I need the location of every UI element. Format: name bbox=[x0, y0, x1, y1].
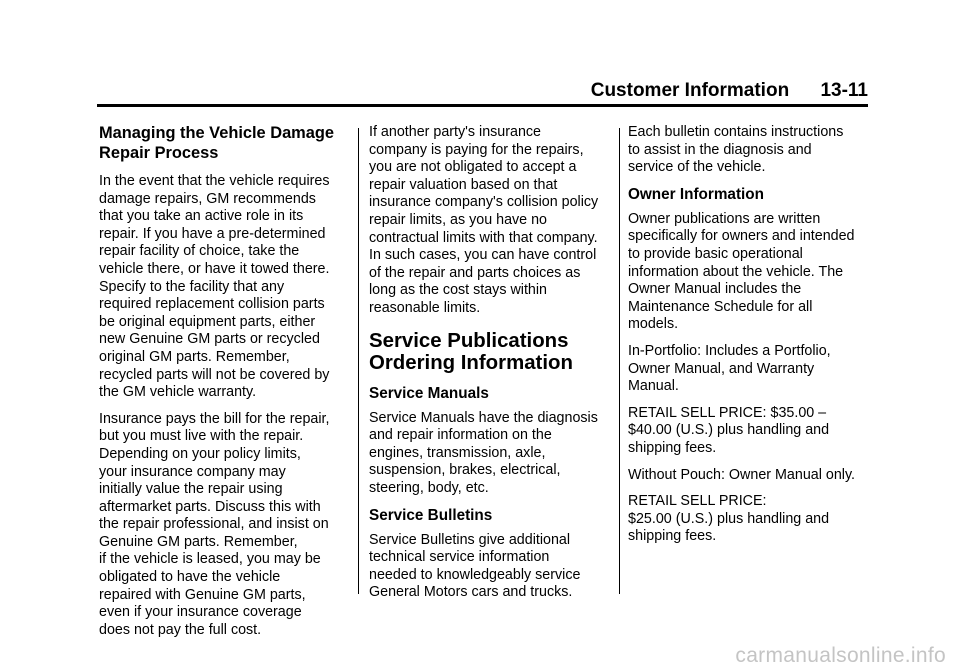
heading-managing-repair bbox=[99, 124, 345, 163]
header-rule bbox=[97, 104, 868, 107]
column-middle bbox=[369, 124, 615, 611]
paragraph: In the event that the vehicle requires damage repairs, GM recommends that you take an active role in its repair. If you have a pre-determined repair facility of choice, take the vehicle there, or have it towed there. Specify to the facility that any required replacement collision parts be original equipment parts, either new Genuine GM parts or recycled original GM parts. Remember, recycled parts will not be covered by the GM vehicle warranty. bbox=[99, 173, 330, 401]
heading-service-bulletins: Service Bulletins bbox=[369, 506, 493, 524]
paragraph: Without Pouch: Owner Manual only. bbox=[628, 466, 856, 483]
heading-service-manuals: Service Manuals bbox=[369, 384, 489, 402]
paragraph: RETAIL SELL PRICE: $25.00 (U.S.) plus handling and shipping fees. bbox=[628, 493, 830, 545]
paragraph: Service Manuals have the diagnosis and repair information on the engines, transmission, axle, suspension, brakes, electrical, steering, body, etc. bbox=[369, 409, 598, 496]
heading-line: Service Publications bbox=[369, 329, 569, 352]
watermark: carmanualsonline.info bbox=[735, 644, 946, 667]
page-number: 13-11 bbox=[820, 80, 868, 101]
column-divider bbox=[619, 128, 620, 594]
paragraph: If another party's insurance company is paying for the repairs, you are not obligated to accept a repair valuation based on that insurance company's collision policy repair limits, as you have no contractual limits with that company. In such cases, you can have control of the repair and parts choices as long as the cost stays within reasonable limits. bbox=[369, 124, 599, 316]
paragraph: Owner publications are written specifically for owners and intended to provide basic operational information about the vehicle. The Owner Manual includes the Maintenance Schedule for all models. bbox=[628, 210, 855, 333]
column-divider bbox=[358, 128, 359, 594]
paragraph: Each bulletin contains instructions to assist in the diagnosis and service of the vehicle. bbox=[628, 124, 844, 176]
heading-line: Repair Process bbox=[99, 143, 219, 162]
heading-owner-information: Owner Information bbox=[628, 185, 764, 203]
column-left bbox=[99, 124, 345, 648]
paragraph: In-Portfolio: Includes a Portfolio, Owner Manual, and Warranty Manual. bbox=[628, 342, 831, 395]
heading-line: Managing the Vehicle Damage bbox=[99, 124, 334, 142]
column-right bbox=[628, 124, 874, 555]
paragraph: Insurance pays the bill for the repair, but you must live with the repair. Depending on your policy limits, your insurance company may initially value the repair using aftermarket parts. Discuss this with the repair professional, and insist on Genuine GM parts. Remember, if the vehicle is leased, you may be obligated to have the vehicle repaired with Genuine GM parts, even if your insurance coverage does not pay the full cost. bbox=[99, 410, 330, 638]
heading-service-publications bbox=[369, 330, 615, 375]
paragraph: RETAIL SELL PRICE: $35.00 – $40.00 (U.S.) plus handling and shipping fees. bbox=[628, 404, 830, 456]
heading-line: Ordering Information bbox=[369, 352, 573, 375]
page-header bbox=[591, 79, 868, 103]
paragraph: Service Bulletins give additional technical service information needed to knowledgeably service General Motors cars and trucks. bbox=[369, 531, 581, 601]
section-title: Customer Information bbox=[590, 80, 790, 101]
